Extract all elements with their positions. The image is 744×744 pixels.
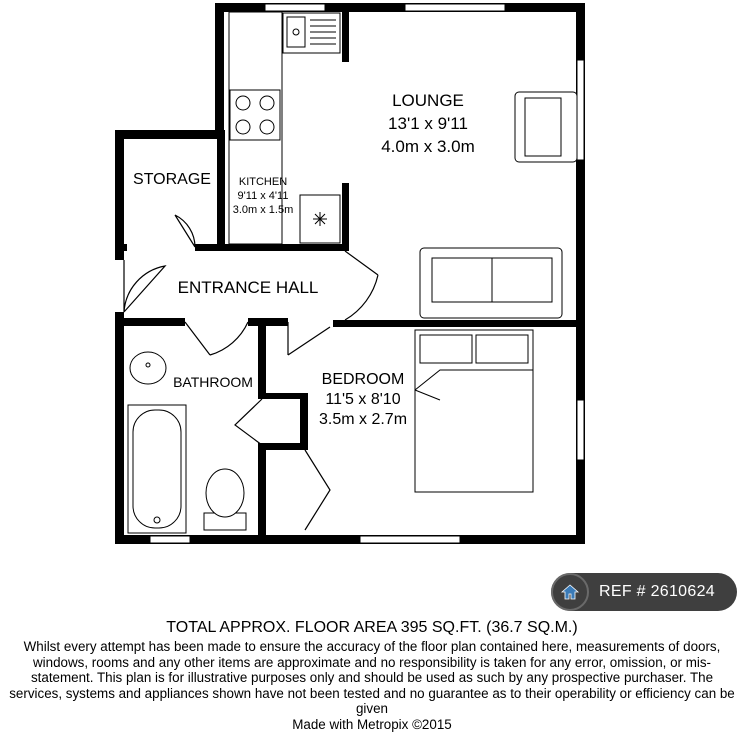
wall-cupboard-b (300, 393, 308, 443)
sofa-seat-right (492, 258, 552, 302)
armchair-seat (525, 98, 561, 156)
wall-bath-top-b (248, 318, 288, 326)
hob (230, 90, 280, 140)
door-lounge (345, 251, 378, 320)
kitchen-dim-imperial: 9'11 x 4'11 (237, 190, 289, 202)
wall-bath-right (258, 318, 266, 393)
basin-drain (146, 363, 150, 367)
wall-left-bath (115, 312, 124, 544)
home-icon (551, 573, 589, 611)
wall-storage-right (217, 130, 225, 248)
entrance-hall-name: ENTRANCE HALL (177, 278, 319, 297)
wall-kitchen-right-b (342, 183, 349, 251)
lounge-dim-metric: 4.0m x 3.0m (381, 137, 475, 156)
total-floor-area: TOTAL APPROX. FLOOR AREA 395 SQ.FT. (36.7 SQ.M.) (166, 619, 578, 636)
window-lounge-side (577, 60, 584, 160)
window-kitchen (265, 4, 325, 11)
wall-storage-bottom-a (115, 244, 127, 251)
wall-lounge-bottom (333, 320, 585, 327)
hob-ring-3 (236, 120, 250, 134)
sink-drainer (310, 20, 336, 44)
window-lounge (405, 4, 505, 11)
bedroom-furniture (415, 330, 533, 492)
ref-number: REF # 2610624 (599, 583, 715, 600)
disclaimer-text: Whilst every attempt has been made to ensure the accuracy of the floor plan contained here, measurements of doors, windows, rooms and any other items are approximate and no responsibility is taken for any error, omission, or mis-statement. This plan is for illustrative purposes only and should be used as such by any prospective purchaser. The services, systems and appliances shown have not been tested and no guarantee as to their operability or efficiency can be given (9, 639, 735, 717)
toilet-bowl (206, 469, 244, 517)
window-bedroom (360, 536, 460, 543)
ref-badge (551, 573, 737, 611)
wall-storage-top (115, 130, 225, 139)
bedroom-name: BEDROOM (321, 371, 405, 388)
kitchen-dim-metric: 3.0m x 1.5m (232, 204, 294, 216)
hob-ring-1 (236, 96, 250, 110)
credit-text: Made with Metropix ©2015 (292, 716, 452, 732)
wall-cupboard-c (258, 443, 308, 450)
snowflake-icon (313, 212, 327, 226)
door-cupboard-left (235, 399, 262, 445)
wall-bath-right-b (258, 450, 266, 544)
basin (130, 352, 166, 384)
pillow-right (476, 335, 528, 363)
bathroom-name: BATHROOM (173, 374, 253, 390)
door-bathroom (185, 322, 248, 355)
door-front (124, 260, 165, 312)
wall-storage-bottom-b (195, 244, 345, 251)
storage-name: STORAGE (133, 171, 211, 188)
door-bedroom (288, 322, 330, 355)
window-bedroom-side (577, 400, 584, 460)
sink-bowl (287, 17, 305, 47)
hob-ring-4 (260, 120, 274, 134)
kitchen-name: KITCHEN (238, 176, 288, 188)
bath-plug (154, 517, 160, 523)
sofa-seat-left (432, 258, 492, 302)
bath-inner (133, 410, 181, 528)
wall-kitchen-right-a (342, 12, 349, 62)
lounge-name: LOUNGE (392, 91, 464, 110)
pillow-left (420, 335, 472, 363)
wall-kitchen-left (215, 3, 224, 139)
footer (0, 618, 744, 733)
wall-left-storage (115, 130, 124, 260)
door-storage (175, 215, 195, 247)
wall-bath-top-a (115, 318, 185, 326)
lounge-dim-imperial: 13'1 x 9'11 (388, 114, 468, 133)
sink-tap (293, 29, 299, 35)
door-cupboard-bedroom (305, 450, 330, 530)
bedroom-dim-metric: 3.5m x 2.7m (318, 411, 408, 428)
window-bathroom (150, 536, 190, 543)
hob-ring-2 (260, 96, 274, 110)
bedroom-dim-imperial: 11'5 x 8'10 (325, 391, 401, 408)
